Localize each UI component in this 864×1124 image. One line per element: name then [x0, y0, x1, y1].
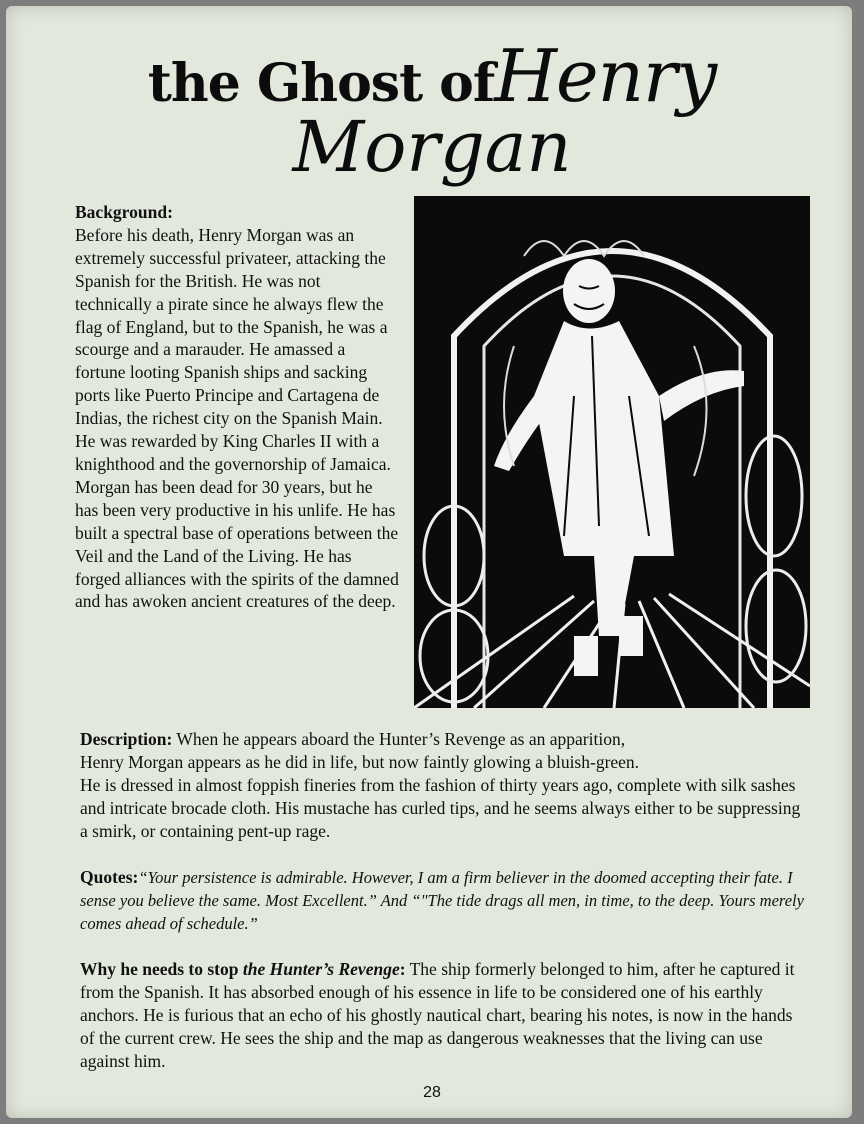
why-text: The ship formerly belonged to him, after he captured it from the Spanish. It has absorbed enough of his essence in life to be considered one of his earthly anchors. He is furious that an echo of his ghostly nautical chart, bearing his notes, is now in the hands of the current crew. He sees the ship and the map as dangerous weaknesses that the living can use against him. [80, 959, 795, 1071]
page-title-line-2: Morgan [292, 106, 572, 188]
page-title-line-1 [0, 34, 864, 118]
quotes-label: Quotes: [80, 867, 139, 887]
description-line-2: Henry Morgan appears as he did in life, but now faintly glowing a bluish-green. [80, 752, 640, 772]
description-label: Description: [80, 729, 173, 749]
description-text: He is dressed in almost foppish fineries from the fashion of thirty years ago, complete with silk sashes and intricate brocade cloth. His mustache has curled tips, and he seems always either to be suppressing a smirk, or containing pent-up rage. [80, 775, 801, 841]
title-part-1: the Ghost of [147, 53, 495, 114]
why-section [80, 958, 810, 1073]
title-part-2: Henry [494, 34, 717, 118]
page-number: 28 [423, 1084, 441, 1101]
quotes-section [80, 866, 810, 935]
background-text: Before his death, Henry Morgan was an extremely successful privateer, attacking the Spanish for the British. He was not technically a pirate since he always flew the flag of England, but to the Spanish, he was a scourge and a marauder. He amassed a fortune looting Spanish ships and sacking ports like Puerto Principe and Cartagena de Indias, the richest city on the Spanish Main. He was rewarded by King Charles II with a knighthood and the governorship of Jamaica. Morgan has been dead for 30 years, but he has been very productive in his unlife. He has built a spectral base of operations between the Veil and the Land of the Living. He has forged alliances with the spirits of the damned and has awoken ancient creatures of the deep. [75, 224, 399, 612]
why-colon: : [399, 959, 406, 979]
ship-name: the Hunter’s Revenge [242, 959, 400, 979]
quotes-text: “Your persistence is admirable. However, I am a firm believer in the doomed accepting their fate. I sense you believe the same. Most Excellent.” And “"The tide drags all men, in time, to the deep. Yours merely comes ahead of schedule.” [80, 868, 804, 933]
ghost-illustration-art [414, 196, 810, 708]
background-section [75, 201, 400, 613]
description-line-1: When he appears aboard the Hunter’s Revenge as an apparition, [172, 729, 626, 749]
why-label: Why he needs to stop [80, 959, 243, 979]
ghost-illustration [414, 196, 810, 708]
description-section [80, 728, 810, 843]
background-heading: Background: [75, 202, 173, 222]
